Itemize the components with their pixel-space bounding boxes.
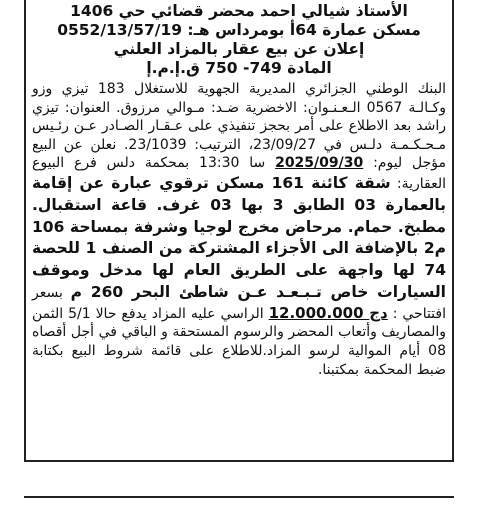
sale-time-place: سا 13:30 بمحكمة دلس فرع البيوع العقارية:: [32, 155, 446, 192]
auction-notice: [24, 0, 454, 462]
payment-terms: الراسي عليه المزاد يدفع حالا 5/1 الثمن والمصاريف وأتعاب المحضر والرسوم المستحقة و الباقي في أجل أقصاه 08 أيام الموالية لرسو المزاد.للاطلاع على قائمة شروط البيع بكتابة ضبط المحكمة بمكتبنا.: [32, 305, 446, 378]
sale-date: 2025/09/30: [275, 155, 364, 172]
notice-header: [32, 2, 446, 78]
property-description: شقة كائنة 161 مسكن ترقوي عبارة عن إقامة بالعمارة 03 الطابق 3 بها 03 غرف. قاعة استقبال. مطبخ. حمام. مرحاض مخرج لوجيا وشرفة بمساحة 106 م2 بالإضافة الى الأجزاء المشتركة من الصنف 1 للحصة 74 لها واجهة على الطريق العام لها مدخل وموقف السيارات خاص تـبـعـد عـن شاطئ البحر 260 م: [32, 173, 447, 301]
opening-price: 12.000.000 دج: [268, 303, 388, 322]
notice-title: إعلان عن بيع عقار بالمزاد العلني: [113, 40, 365, 58]
bailiff-name: الأستاذ شيالي احمد محضر قضائي حي 1406: [70, 2, 408, 20]
divider: [24, 496, 454, 498]
creditor-debtor-paragraph: البنك الوطني الجزائري المديرية الجهوية للاستغلال 183 تيزي وزو وكـالـة 0567 الـعـنـوان: الاخضرية ضـد: مـوالي مرزوق. العنوان: تيزي راشد بعد الاطلاع على أمر بحجز تنفيذي على عـقـار الصـادر عـن رئـيس مـحـكـمـة دلـس في 23/09/27، الترتيب: 23/1039. نعلن عن البيع مؤجل ليوم:: [32, 81, 447, 172]
notice-body: [32, 80, 446, 379]
bailiff-address-phone: مسكن عمارة 64أ بومرداس هـ: 0552/13/57/19: [57, 21, 421, 39]
opening-price-label: بسعر افتتاحي :: [32, 284, 446, 322]
legal-article: المادة 749- 750 ق.إ.م.إ: [146, 59, 332, 77]
